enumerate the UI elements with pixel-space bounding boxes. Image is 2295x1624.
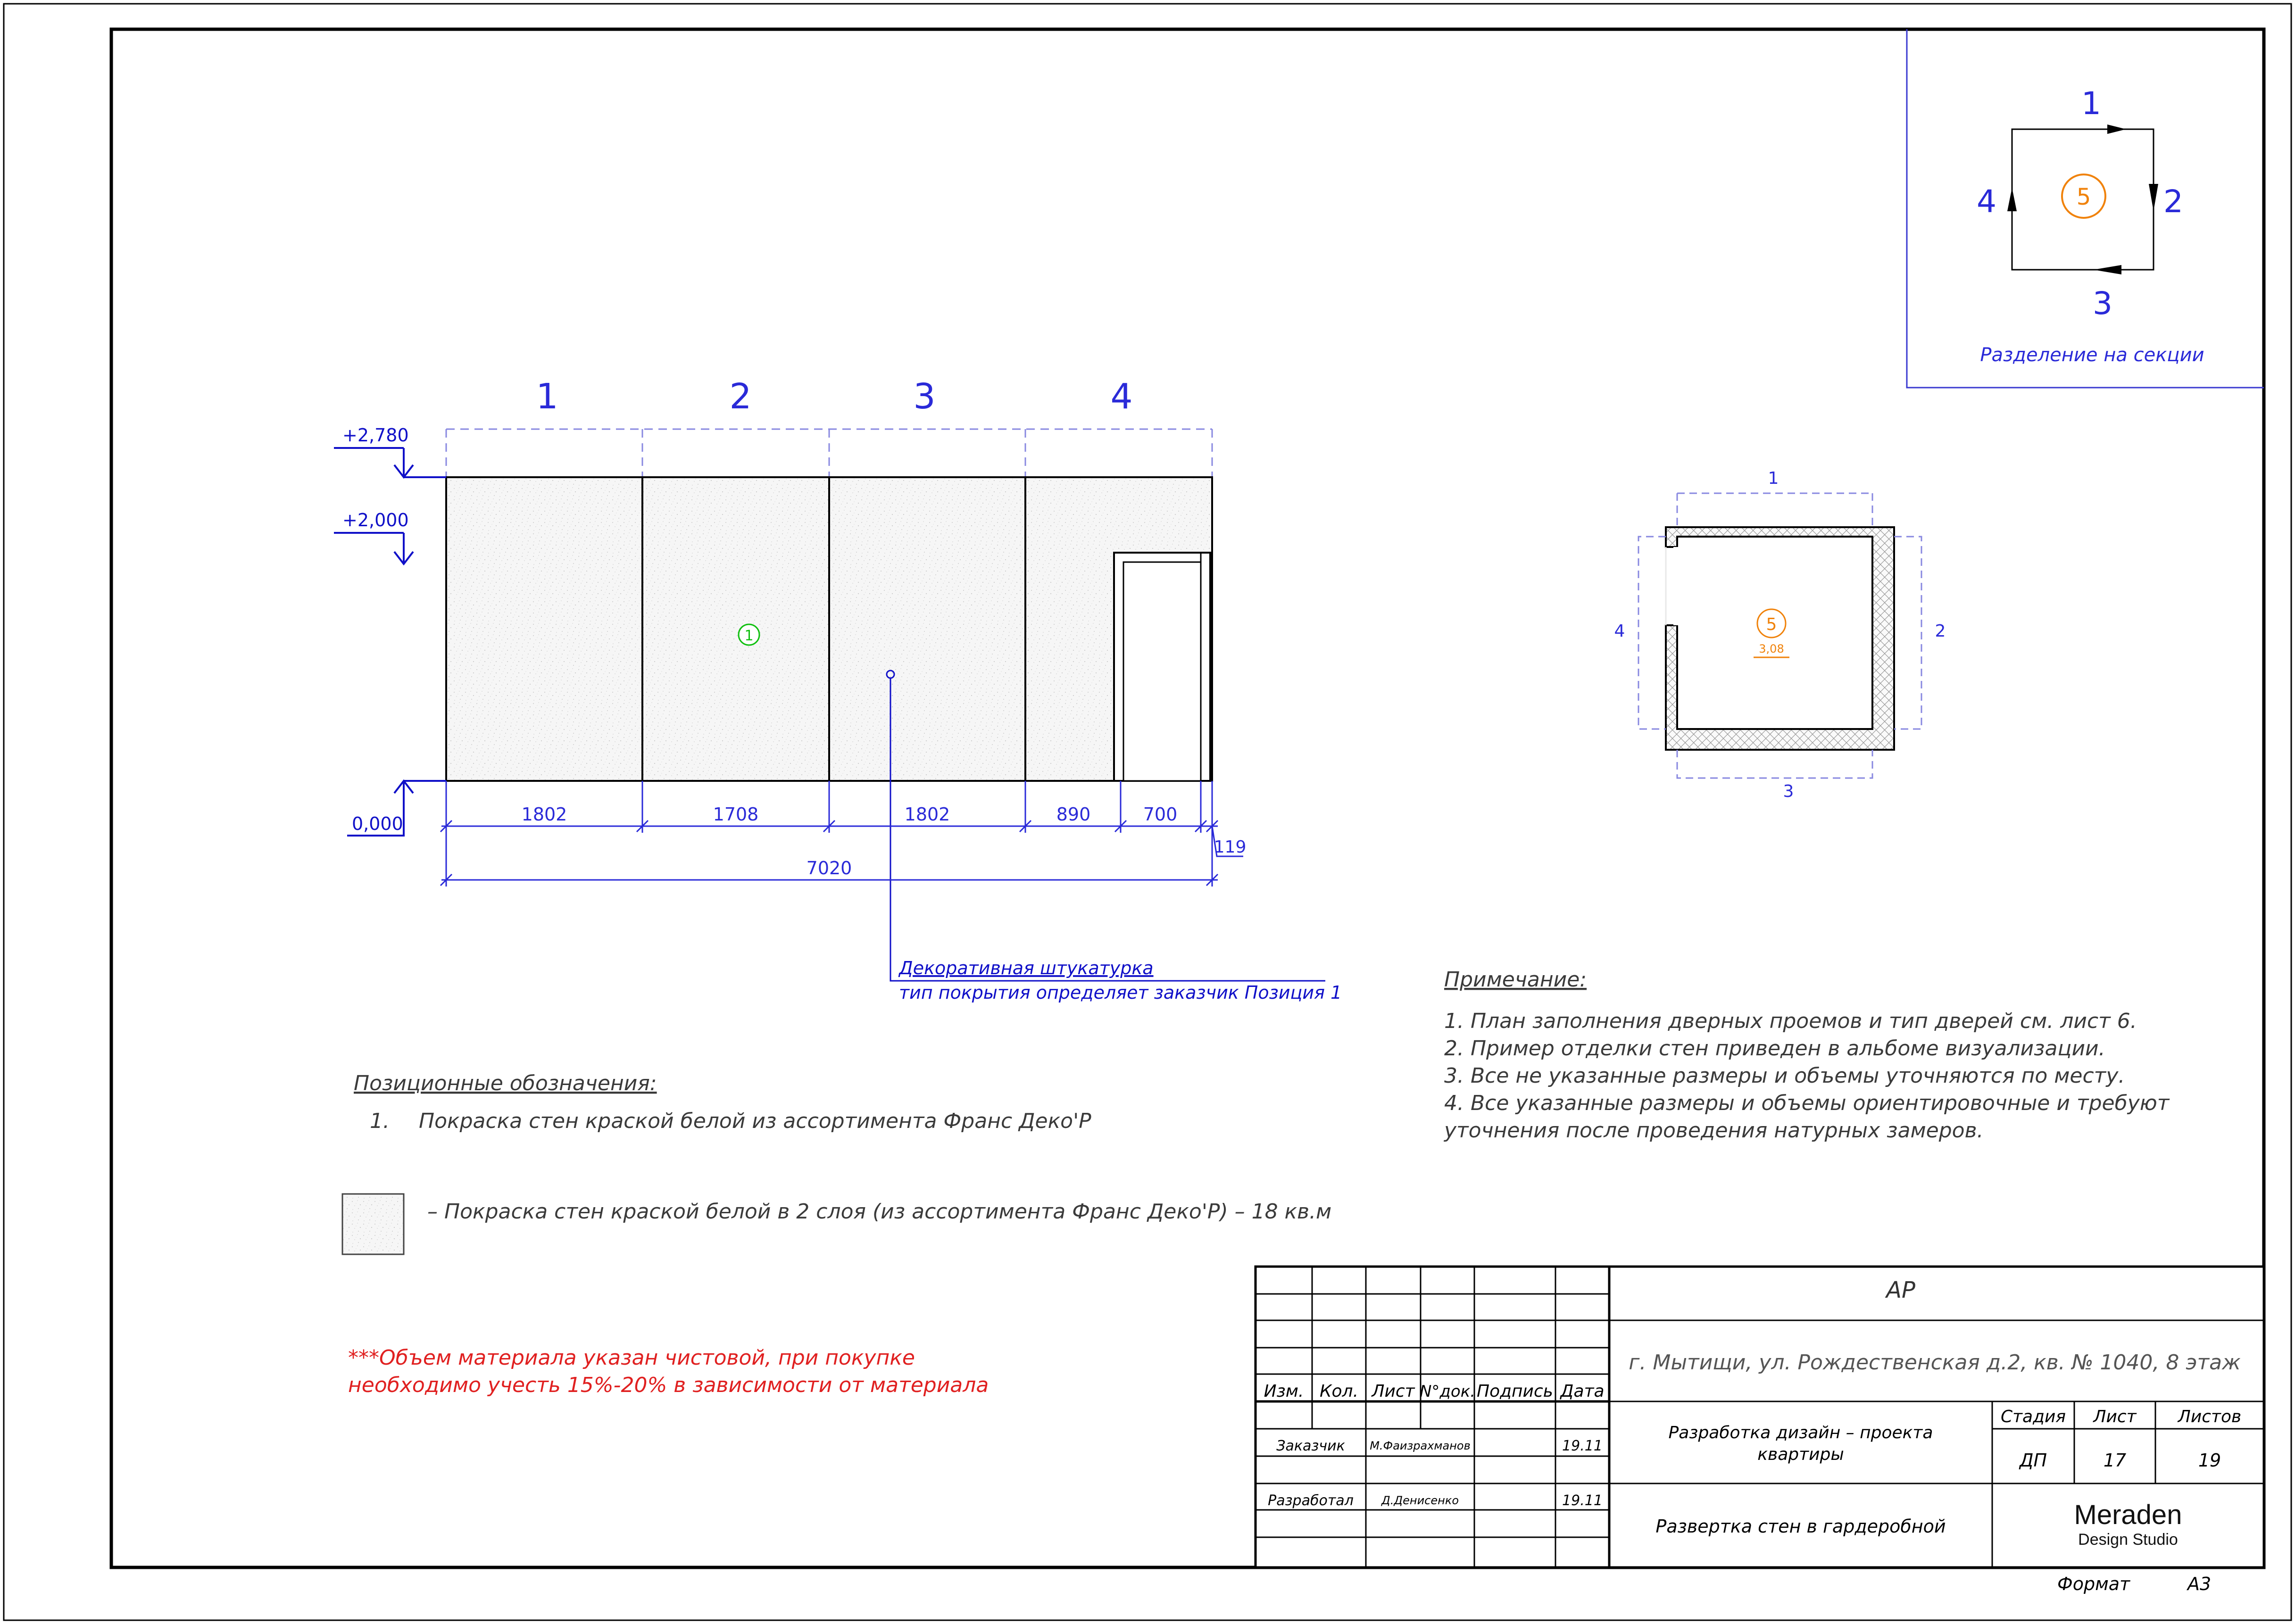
dimension-1802-b: 1802 [904,804,950,825]
plan-room-number: 5 [1766,615,1777,634]
tb-header-list: Лист [1372,1382,1415,1401]
tb-header-ndoc: N°док. [1419,1382,1476,1401]
notes [1443,968,2170,1143]
dimension-total: 7020 [806,858,852,878]
plan-side-1: 1 [1768,469,1779,488]
legend-section-3: 3 [2093,285,2112,322]
tb-stage-header: Стадия [2000,1407,2066,1426]
positions-title: Позиционные обозначения: [354,1071,657,1095]
tb-sheet-header: Лист [2093,1407,2137,1426]
format-label: Формат [2057,1574,2130,1594]
tb-developer-name: Д.Денисенко [1381,1494,1459,1507]
wall-elevation [334,376,1342,1003]
hatch-swatch [342,1194,404,1254]
floor-plan [1614,469,1946,801]
position-item-text: Покраска стен краской белой из ассортимента Франс Деко'Р [419,1109,1091,1133]
dimension-890: 890 [1056,804,1091,825]
notes-line-1: 1. План заполнения дверных проемов и тип дверей см. лист 6. [1444,1009,2137,1033]
warning-line-1: ***Объем материала указан чистовой, при покупке [348,1346,915,1370]
level-2000: +2,000 [342,510,409,530]
elevation-section-2: 2 [729,376,752,417]
tb-drawing-title: Развертка стен в гардеробной [1655,1516,1946,1537]
format-value: А3 [2187,1574,2212,1594]
leader-text-2: тип покрытия определяет заказчик Позиция 1 [899,982,1342,1003]
tb-sheets-header: Листов [2178,1407,2242,1426]
sections-legend [1907,29,2264,388]
company-logo: Meraden [2074,1500,2182,1530]
leader-text-1: Декоративная штукатурка [899,958,1154,978]
tb-stage: ДП [2019,1450,2047,1471]
legend-section-4: 4 [1977,183,1996,220]
wall-panel-1 [446,477,642,781]
dimension-1802-a: 1802 [521,804,567,825]
tb-header-podpis: Подпись [1477,1382,1553,1401]
legend-room-number: 5 [2076,184,2091,210]
tb-code: АР [1886,1277,1915,1303]
plan-room-area: 3,08 [1759,642,1784,655]
tb-sheet: 17 [2103,1450,2127,1471]
notes-line-3: 3. Все не указанные размеры и объемы уточняются по месту. [1444,1064,2125,1088]
tb-customer-name: М.Фаизрахманов [1370,1439,1471,1452]
tb-project-line-2: квартиры [1757,1445,1844,1464]
tb-project-line-1: Разработка дизайн – проекта [1668,1423,1933,1442]
title-block [1256,1267,2264,1567]
position-item-number: 1. [370,1109,390,1133]
notes-line-2: 2. Пример отделки стен приведен в альбоме визуализации. [1444,1036,2105,1061]
dimension-1708: 1708 [713,804,759,825]
tb-header-kol: Кол. [1319,1382,1359,1401]
arrow-up-icon [2007,188,2017,211]
plan-side-4: 4 [1614,621,1625,641]
company-logo-sub: Design Studio [2078,1531,2178,1549]
notes-line-4: 4. Все указанные размеры и объемы ориентировочные и требуют [1444,1091,2170,1115]
tb-sheets: 19 [2198,1450,2221,1471]
tb-header-izm: Изм. [1264,1382,1304,1401]
legend-section-2: 2 [2163,183,2183,220]
arrow-down-icon [2149,184,2158,211]
warning-note [348,1346,989,1397]
elevation-section-3: 3 [913,376,936,417]
tb-developer-role: Разработал [1268,1492,1354,1509]
notes-title: Примечание: [1444,968,1587,992]
elevation-section-1: 1 [536,376,558,417]
hatch-legend-text: – Покраска стен краской белой в 2 слоя (из ассортимента Франс Деко'Р) – 18 кв.м [427,1200,1332,1224]
level-0000: 0,000 [352,813,403,834]
tb-address: г. Мытищи, ул. Рождественская д.2, кв. № 1040, 8 этаж [1629,1351,2241,1375]
plan-side-2: 2 [1935,621,1946,641]
warning-line-2: необходимо учесть 15%-20% в зависимости от материала [348,1373,989,1397]
tb-customer-date: 19.11 [1562,1438,1603,1454]
dimension-119: 119 [1214,837,1247,857]
positions-legend [354,1071,1091,1133]
position-marker-number: 1 [744,628,754,644]
legend-caption: Разделение на секции [1980,344,2204,366]
plan-side-3: 3 [1783,782,1794,801]
level-2780: +2,780 [342,425,409,446]
tb-developer-date: 19.11 [1562,1492,1603,1509]
arrow-right-icon [2107,124,2126,134]
arrow-left-icon [2093,265,2121,274]
wall-panel-2 [642,477,829,781]
tb-header-data: Дата [1560,1382,1605,1401]
legend-section-1: 1 [2081,85,2101,122]
dimension-700: 700 [1143,804,1178,825]
notes-line-5: уточнения после проведения натурных замеров. [1444,1119,1984,1143]
elevation-section-4: 4 [1110,376,1133,417]
door-opening [1114,553,1210,781]
tb-customer-role: Заказчик [1276,1438,1345,1454]
level-marks [334,448,446,836]
wall-panel-3 [829,477,1025,781]
hatch-legend [342,1194,1331,1254]
